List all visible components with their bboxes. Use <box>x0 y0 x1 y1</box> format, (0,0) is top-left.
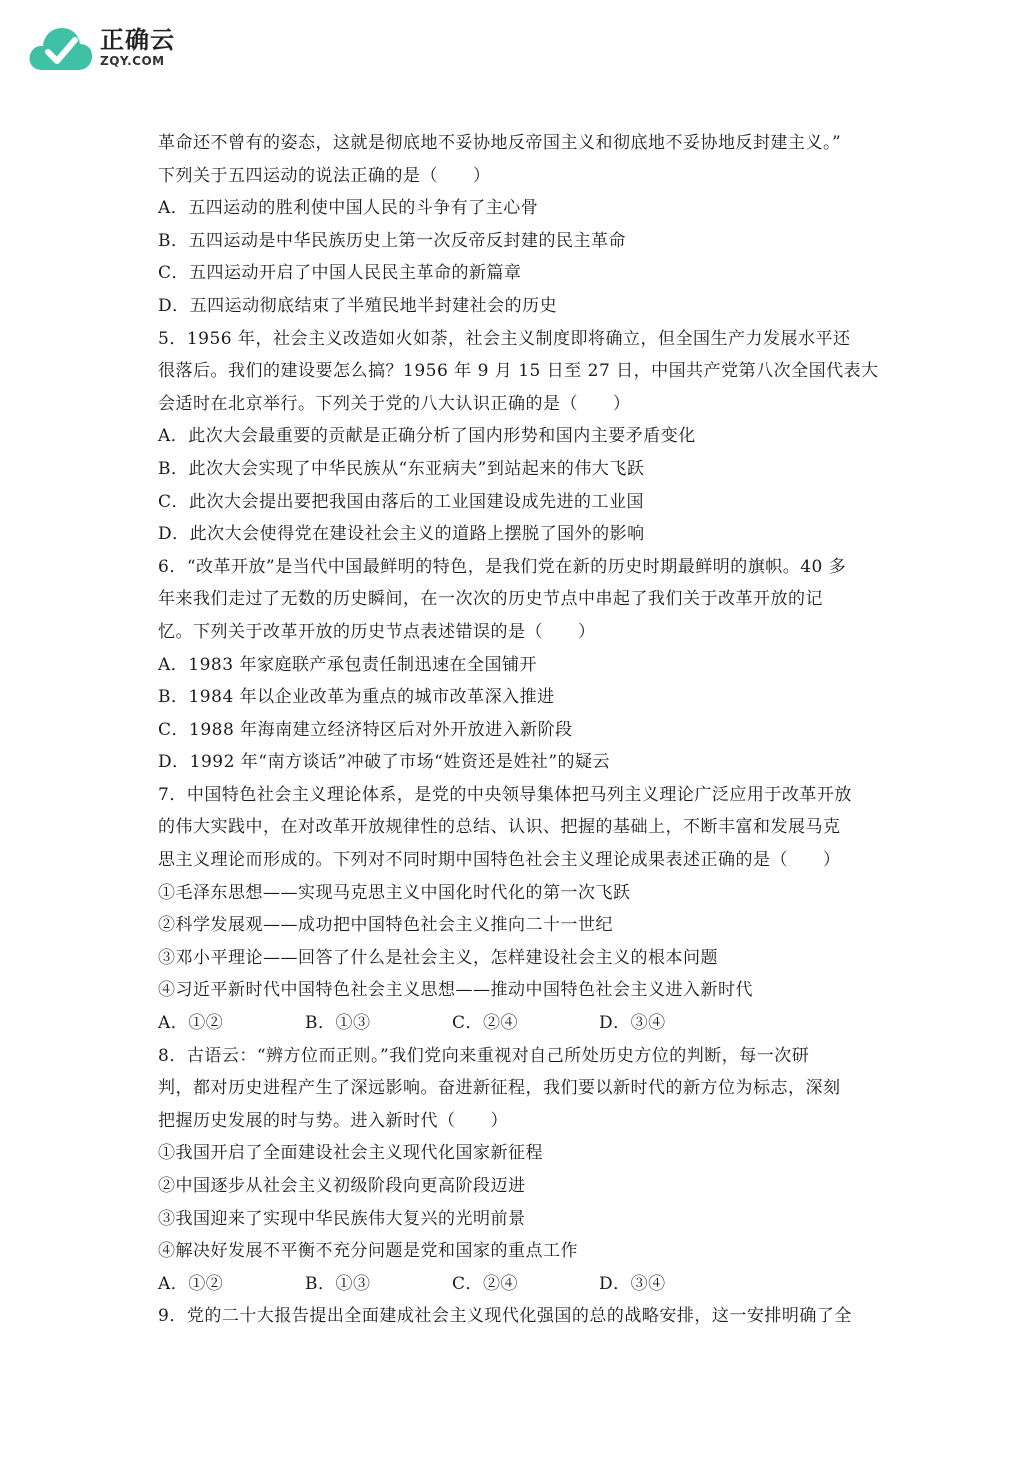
option-a: A．①② <box>158 1013 224 1034</box>
question-text: 年来我们走过了无数的历史瞬间，在一次次的历史节点中串起了我们关于改革开放的记 <box>158 589 823 610</box>
option-c: C．②④ <box>452 1013 519 1034</box>
question-text: 思主义理论而形成的。下列对不同时期中国特色社会主义理论成果表述正确的是（ ） <box>158 850 841 871</box>
question-text: 8．古语云：“辨方位而正则。”我们党向来重视对自己所处历史方位的判断，每一次研 <box>158 1045 810 1066</box>
statement-line: ①我国开启了全面建设社会主义现代化国家新征程 <box>158 1143 543 1164</box>
question-text: 忆。下列关于改革开放的历史节点表述错误的是（ ） <box>158 621 596 642</box>
answer-options-q7 <box>158 1007 888 1040</box>
statement-line: ②中国逐步从社会主义初级阶段向更高阶段迈进 <box>158 1176 526 1196</box>
cloud-check-icon <box>28 22 94 74</box>
question-text: 很落后。我们的建设要怎么搞？1956 年 9 月 15 日至 27 日，中国共产党第八次全国代表大 <box>158 361 879 382</box>
option-line: C．五四运动开启了中国人民民主革命的新篇章 <box>158 263 522 284</box>
statement-line: ①毛泽东思想——实现马克思主义中国化时代化的第一次飞跃 <box>158 882 631 903</box>
question-text: 判，都对历史进程产生了深远影响。奋进新征程，我们要以新时代的新方位为标志，深刻 <box>158 1078 841 1099</box>
statement-line: ④解决好发展不平衡不充分问题是党和国家的重点工作 <box>158 1241 578 1262</box>
brand-logo <box>28 22 208 78</box>
answer-options-q8 <box>158 1268 888 1301</box>
question-stem: 下列关于五四运动的说法正确的是（ ） <box>158 165 491 186</box>
option-line: A．此次大会最重要的贡献是正确分析了国内形势和国内主要矛盾变化 <box>158 426 696 447</box>
brand-name-en: ZQY.COM <box>100 54 165 68</box>
statement-line: ②科学发展观——成功把中国特色社会主义推向二十一世纪 <box>158 915 613 936</box>
option-b: B．①③ <box>305 1013 371 1034</box>
option-c: C．②④ <box>452 1273 519 1294</box>
option-a: A．①② <box>158 1273 224 1294</box>
option-line: B．1984 年以企业改革为重点的城市改革深入推进 <box>158 687 555 708</box>
statement-line: ④习近平新时代中国特色社会主义思想——推动中国特色社会主义进入新时代 <box>158 980 753 1001</box>
brand-name-cn: 正确云 <box>100 26 175 54</box>
option-line: B．五四运动是中华民族历史上第一次反帝反封建的民主革命 <box>158 230 626 251</box>
option-line: D．此次大会使得党在建设社会主义的道路上摆脱了国外的影响 <box>158 524 645 545</box>
question-text: 6．“改革开放”是当代中国最鲜明的特色，是我们党在新的历史时期最鲜明的旗帜。40 多 <box>158 556 847 577</box>
option-b: B．①③ <box>305 1273 371 1294</box>
option-line: A．1983 年家庭联产承包责任制迅速在全国铺开 <box>158 654 537 675</box>
question-text: 5．1956 年，社会主义改造如火如荼，社会主义制度即将确立，但全国生产力发展水平还 <box>158 328 851 349</box>
question-text: 9．党的二十大报告提出全面建成社会主义现代化强国的总的战略安排，这一安排明确了全 <box>158 1306 852 1327</box>
statement-line: ③我国迎来了实现中华民族伟大复兴的光明前景 <box>158 1208 526 1229</box>
option-d: D．③④ <box>599 1013 666 1034</box>
option-line: D．五四运动彻底结束了半殖民地半封建社会的历史 <box>158 295 558 316</box>
option-line: C．1988 年海南建立经济特区后对外开放进入新阶段 <box>158 719 573 740</box>
statement-line: ③邓小平理论——回答了什么是社会主义，怎样建设社会主义的根本问题 <box>158 947 718 968</box>
question-text: 7．中国特色社会主义理论体系，是党的中央领导集体把马列主义理论广泛应用于改革开放 <box>158 784 852 805</box>
option-line: A．五四运动的胜利使中国人民的斗争有了主心骨 <box>158 198 539 219</box>
document-body <box>158 127 888 1333</box>
question-text: 会适时在北京举行。下列关于党的八大认识正确的是（ ） <box>158 393 631 414</box>
option-line: C．此次大会提出要把我国由落后的工业国建设成先进的工业国 <box>158 491 645 512</box>
question-text: 的伟大实践中，在对改革开放规律性的总结、认识、把握的基础上，不断丰富和发展马克 <box>158 817 841 838</box>
option-line: D．1992 年“南方谈话”冲破了市场“姓资还是姓社”的疑云 <box>158 752 611 773</box>
question-text: 把握历史发展的时与势。进入新时代（ ） <box>158 1110 508 1131</box>
text-line: 革命还不曾有的姿态，这就是彻底地不妥协地反帝国主义和彻底地不妥协地反封建主义。” <box>158 133 842 153</box>
option-line: B．此次大会实现了中华民族从“东亚病夫”到站起来的伟大飞跃 <box>158 458 645 479</box>
option-d: D．③④ <box>599 1273 666 1294</box>
